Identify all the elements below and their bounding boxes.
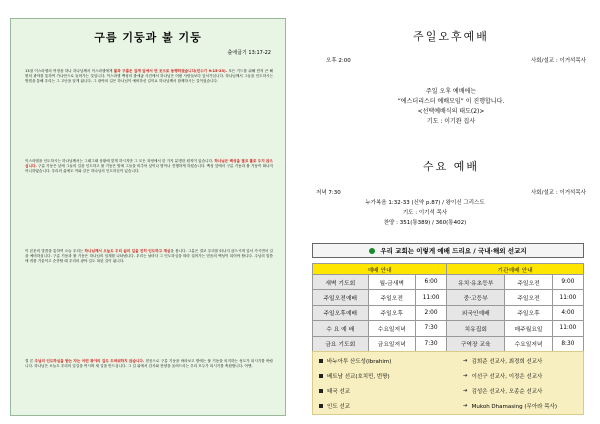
table-cell: 외국인예배 xyxy=(447,305,505,320)
sermon-reference: 출애굽기 13:17-22 xyxy=(227,50,271,56)
table-row xyxy=(313,305,584,320)
sunday-pm-title: 주일오후예배 xyxy=(413,30,489,43)
sermon-paragraph-1: 13절 이스라엘의 여정을 하나 하나님께서 이스라엘에게 불과 구름은 길게 앞에서 먼 곳으로 동행하였습니다(민수기 9:15-23). 모든 기드를 위해 먼저 큰 해변의 광야를 통하여 가나안으로 들어가는 것입니다. 이스라엘 백성의 출애굽 사건에서 하나님은 어떤 사람들보다 앞서가십니다. 하나님께서 그들을 인도하시는 방법을 통해 우리는 그 고난을 알게 됩니다. 그 광야의 길은 하나님이 예비하신 길이요 하나님께서 함께하시는 길이었습니다. xyxy=(25,69,273,83)
mission-missionaries: 김희준 선교사, 최경희 선교사 xyxy=(471,359,543,365)
table-cell: 금요일저녁 xyxy=(368,336,415,351)
list-item xyxy=(319,400,579,412)
service-banner xyxy=(312,243,584,258)
group-worship-guide-header: 기관예배 안내 xyxy=(447,264,584,275)
table-cell: 11:00 xyxy=(552,290,583,305)
table-cell: 주일오전 xyxy=(368,290,415,305)
bullet-square-icon xyxy=(319,389,323,393)
table-cell: 주일오후 xyxy=(505,305,552,320)
mission-missionaries: Mukoh Dhamasing (무아라 목사) xyxy=(471,404,557,410)
wednesday-prayer: 기도 : 이기석 목사 xyxy=(402,210,448,216)
table-cell: 7:30 xyxy=(415,321,446,336)
table-cell: 4:00 xyxy=(552,305,583,320)
table-row xyxy=(313,290,584,305)
table-row xyxy=(313,336,584,351)
table-row xyxy=(313,321,584,336)
arrow-right-icon: ➔ xyxy=(463,388,468,394)
table-cell: 구역장 교육 xyxy=(447,336,505,351)
list-item xyxy=(319,370,579,382)
mission-missionaries: 이선구 선교사, 이정은 선교사 xyxy=(471,374,543,380)
sunday-pm-line3: <선택예배식의 태도(2)> xyxy=(417,108,485,115)
sunday-pm-line1: 주일 오후 예배에는 xyxy=(425,88,477,95)
wednesday-scripture: 누가복음 1:32-33 (신약 p.87) / 왕이신 그리스도 xyxy=(365,200,485,206)
table-cell: 금요 기도회 xyxy=(313,336,369,351)
worship-guide-header: 예배 안내 xyxy=(313,264,447,275)
table-cell: 수 요 예 배 xyxy=(313,321,369,336)
wednesday-title: 수요 예배 xyxy=(422,160,479,173)
list-item xyxy=(319,355,579,367)
table-cell: 월-금새벽 xyxy=(368,275,415,290)
wednesday-leader: 사회/설교 : 이거석목사 xyxy=(530,190,586,196)
table-cell: 11:00 xyxy=(415,290,446,305)
mission-name: 바누아투 산도성(Ibrahim) xyxy=(327,359,392,365)
table-cell: 새벽 기도회 xyxy=(313,275,369,290)
sunday-pm-leader: 사회/설교 : 이거석목사 xyxy=(530,58,586,64)
table-cell: 유치·유초등부 xyxy=(447,275,505,290)
table-header-row xyxy=(313,264,584,275)
table-cell: 주일오전 xyxy=(505,290,552,305)
sunday-pm-line4: 기도 : 이기완 집사 xyxy=(426,118,476,125)
sermon-panel xyxy=(10,18,286,416)
sermon-paragraph-2: 이스라엘을 인도하시는 하나님께서는 그때그때 상황에 맞게 하시지만 그 모든 과정에서 한 가지 분명한 원칙이 있습니다. 하나님은 백성을 결코 홀로 두지 않으십니다. 구름 기둥은 낮에 그들의 길을 인도하고 불 기둥은 밤에 그들을 비추어 낮이나 밤이나 진행하게 하셨습니다. 백성 앞에서 구름 기둥과 불 기둥이 떠나지 아니하였습니다. 우리의 삶에도 이와 같은 하나님의 인도하심이 있습니다. xyxy=(25,159,273,173)
table-cell: 주일오후예배 xyxy=(313,305,369,320)
bullet-square-icon xyxy=(319,359,323,363)
arrow-right-icon: ➔ xyxy=(463,403,468,409)
table-cell: 치유집회 xyxy=(447,321,505,336)
list-item xyxy=(319,385,579,397)
service-schedule-table xyxy=(312,263,584,352)
wednesday-time: 저녁 7:30 xyxy=(316,190,341,196)
table-cell: 8:30 xyxy=(552,336,583,351)
table-cell: 주일오전예배 xyxy=(313,290,369,305)
table-cell: 수요일저녁 xyxy=(368,321,415,336)
arrow-right-icon: ➔ xyxy=(463,373,468,379)
mission-missionaries: 김성은 선교사, 오종순 선교사 xyxy=(471,389,543,395)
arrow-right-icon: ➔ xyxy=(463,358,468,364)
table-cell: 주일오전 xyxy=(505,275,552,290)
bullet-square-icon xyxy=(319,404,323,408)
table-cell: 2:00 xyxy=(415,305,446,320)
table-cell: 6:00 xyxy=(415,275,446,290)
table-cell: 중·고등부 xyxy=(447,290,505,305)
sunday-pm-line2: “에스더리스더 예배모임” 이 진행합니다. xyxy=(397,98,505,105)
missions-box xyxy=(312,351,584,415)
table-cell: 주일오후 xyxy=(368,305,415,320)
mission-name: 인도 선교 xyxy=(327,404,351,410)
mission-name: 태국 선교 xyxy=(327,389,351,395)
wednesday-hymns: 찬양 : 351(통389) / 360(통402) xyxy=(383,220,467,226)
table-cell: 9:00 xyxy=(552,275,583,290)
sermon-title: 구름 기둥과 불 기둥 xyxy=(94,31,202,44)
sermon-paragraph-3: 이 본문의 말씀을 통하여 오늘 우리는 하나님께서 오늘도 우리 삶의 길을 친히 인도하고 계심을 봅니다. 그분은 결코 우리를 떠나지 않으시며 앞서 가시면서 길을 예비하십니다. 구름 기둥과 불 기둥은 하나님의 임재를 나타냅니다. 우리는 날마다 그 인도하심을 따라 걸어가는 믿음의 백성이 되어야 합니다. 주님의 말씀에 귀를 기울이고 순종할 때 우리의 광야 길도 복된 길이 됩니다. xyxy=(25,249,273,263)
service-banner-text: 우리 교회는 이렇게 예배 드리요 / 국내·해외 선교지 xyxy=(380,247,527,255)
green-dot-icon xyxy=(369,248,375,254)
bullet-square-icon xyxy=(319,374,323,378)
sunday-pm-time: 오후 2:00 xyxy=(326,58,351,64)
table-cell: 매주월요일 xyxy=(505,321,552,336)
sermon-paragraph-4: 결 론 주님의 인도하심을 받는 자는 어떤 광야의 길도 두려워하지 않습니다. 믿음으로 구름 기둥을 바라보고 밤에는 불 기둥을 의지하는 성도가 되시기를 바랍니다. 하나님은 오늘도 우리의 앞길을 여시며 새 길을 만드십니다. 그 길 위에서 감사와 찬양을 올려드리는 우리 모두가 되시기를 축원합니다. 아멘. xyxy=(25,359,274,368)
table-cell: 11:00 xyxy=(552,321,583,336)
table-row xyxy=(313,275,584,290)
table-cell: 7:30 xyxy=(415,336,446,351)
mission-name: 베트남 선교(호치민, 번짱) xyxy=(327,374,390,380)
table-cell: 수요일저녁 xyxy=(505,336,552,351)
